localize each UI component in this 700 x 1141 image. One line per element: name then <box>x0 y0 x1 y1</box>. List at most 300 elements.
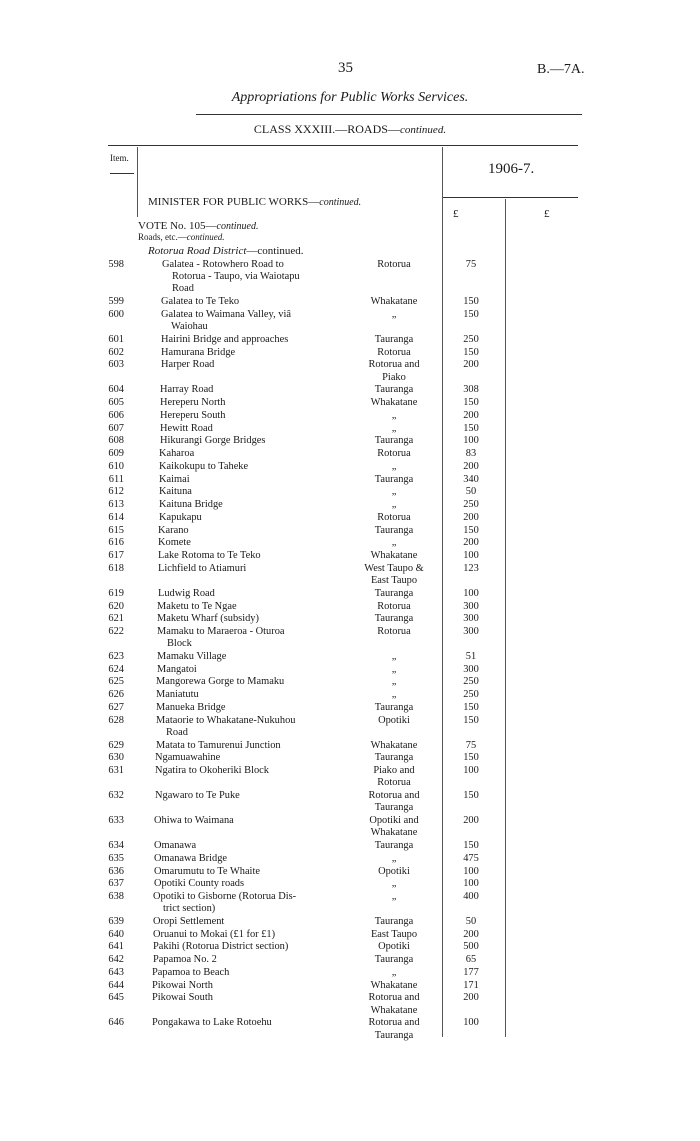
amount-pounds: 150 <box>463 714 479 726</box>
amount-pounds: 340 <box>463 473 479 485</box>
district-name <box>352 954 436 966</box>
item-number: 622 <box>108 626 124 637</box>
item-description <box>160 435 265 447</box>
district-name <box>352 916 436 928</box>
item-description-line: Lake Rotoma to Te Teko <box>158 550 261 562</box>
class-title: CLASS XXXIII.—ROADS—continued. <box>253 122 447 136</box>
amount-pounds: 150 <box>463 752 479 764</box>
table-row <box>0 980 700 992</box>
item-description <box>156 740 281 752</box>
item-number: 636 <box>108 865 124 877</box>
district-name <box>352 512 436 524</box>
item-number: 606 <box>108 409 124 421</box>
amount-pounds: 150 <box>463 840 479 851</box>
amount-pounds: 150 <box>463 397 479 409</box>
district-name-line: Rotorua <box>377 777 411 789</box>
amount-pounds: 150 <box>463 296 479 308</box>
item-number: 629 <box>108 739 124 751</box>
table-row <box>0 815 700 839</box>
table-row <box>0 954 700 966</box>
district-name-line: Whakatane <box>370 397 418 409</box>
district-name-line: Tauranga <box>374 802 414 814</box>
item-number: 616 <box>108 537 124 549</box>
district-name-line: „ <box>391 486 397 498</box>
amount-pounds: 200 <box>463 511 479 523</box>
item-description <box>157 613 259 625</box>
district-name <box>352 651 436 663</box>
amount-pounds: 150 <box>463 422 479 434</box>
amount-pounds: 150 <box>463 308 479 320</box>
district-name-line: Whakatane <box>370 979 418 991</box>
amount-pounds: 75 <box>465 739 477 751</box>
item-number: 599 <box>108 296 124 308</box>
item-description <box>152 992 213 1004</box>
item-description <box>156 676 284 688</box>
amount-pounds: 171 <box>463 979 479 991</box>
item-description <box>152 1017 272 1029</box>
item-description-line: Pongakawa to Lake Rotoehu <box>152 1017 272 1029</box>
item-description <box>158 550 261 562</box>
item-number: 610 <box>108 460 124 472</box>
item-number: 611 <box>108 473 124 485</box>
item-description-line: Hereperu North <box>160 397 226 409</box>
table-row <box>0 992 700 1016</box>
district-name <box>352 448 436 460</box>
amount-pounds: 100 <box>463 765 479 777</box>
district-name-line: Rotorua <box>377 448 411 460</box>
item-description-line: Omanawa <box>154 840 197 851</box>
amount-pounds: 500 <box>463 941 479 953</box>
item-description-line: Ngatira to Okoheriki Block <box>155 765 269 777</box>
amount-pounds: 83 <box>465 448 477 460</box>
amount-pounds: 177 <box>463 966 479 978</box>
district-name-line: „ <box>391 966 397 978</box>
item-description-line: Papamoa to Beach <box>152 966 230 978</box>
item-number: 641 <box>108 941 124 953</box>
table-row <box>0 588 700 600</box>
district-name <box>352 359 436 383</box>
amount-pounds: 250 <box>463 499 479 511</box>
table-row <box>0 435 700 447</box>
table-row <box>0 651 700 663</box>
year-header-underline <box>442 197 578 198</box>
item-description-line: Matata to Tamurenui Junction <box>156 739 281 751</box>
item-description-line: Opotiki to Gisborne (Rotorua Dis- <box>153 891 297 902</box>
table-row <box>0 676 700 688</box>
district-name <box>352 550 436 562</box>
table-row <box>0 626 700 650</box>
table-row <box>0 715 700 739</box>
item-description <box>156 689 199 701</box>
table-row <box>0 840 700 852</box>
district-name-line: Rotorua and <box>368 1017 420 1029</box>
minister-heading: MINISTER FOR PUBLIC WORKS—continued. <box>148 196 362 208</box>
table-row <box>0 550 700 562</box>
item-number: 607 <box>108 422 124 434</box>
district-name <box>352 601 436 613</box>
item-description-line: Pakihi (Rotorua District section) <box>153 941 289 953</box>
table-row <box>0 853 700 865</box>
district-name <box>352 765 436 789</box>
table-row <box>0 702 700 714</box>
district-name <box>352 1017 436 1041</box>
item-description <box>154 840 196 852</box>
district-name <box>352 525 436 537</box>
table-row <box>0 929 700 941</box>
table-row <box>0 790 700 814</box>
item-description-line: Mamaku to Maraeroa - Oturoa <box>157 626 285 637</box>
district-name <box>352 410 436 422</box>
item-description-line: Waiohau <box>171 321 208 333</box>
item-description <box>153 954 217 966</box>
table-top-rule <box>108 145 578 146</box>
amount-pounds: 150 <box>463 701 479 713</box>
table-row <box>0 752 700 764</box>
item-description <box>156 715 295 739</box>
item-number: 627 <box>108 701 124 713</box>
item-description <box>160 384 213 396</box>
amount-pounds: 123 <box>463 562 479 574</box>
district-name-line: Opotiki <box>378 941 410 953</box>
table-row <box>0 486 700 498</box>
item-description <box>161 334 288 346</box>
district-name <box>352 423 436 435</box>
page-number: 35 <box>338 60 353 76</box>
table-row <box>0 601 700 613</box>
district-name <box>352 790 436 814</box>
table-row <box>0 296 700 308</box>
district-name <box>352 626 436 638</box>
district-name <box>352 347 436 359</box>
district-name-line: Piako and <box>373 765 415 777</box>
item-description-line: Papamoa No. 2 <box>153 954 217 966</box>
item-description <box>159 499 223 511</box>
table-row <box>0 410 700 422</box>
table-row <box>0 537 700 549</box>
item-number: 645 <box>108 992 124 1004</box>
item-description <box>160 423 213 435</box>
item-description-line: Hamurana Bridge <box>161 346 236 358</box>
table-row <box>0 461 700 473</box>
pound-symbol-column-1: £ <box>453 208 459 220</box>
item-description-line: Ohiwa to Waimana <box>154 815 234 827</box>
district-name-line: Tauranga <box>374 435 414 447</box>
table-row <box>0 423 700 435</box>
item-number: 637 <box>108 878 124 890</box>
district-name-line: Opotiki and <box>369 815 419 827</box>
item-description <box>157 626 285 650</box>
amount-pounds: 300 <box>463 600 479 612</box>
item-description-line: Karano <box>158 524 189 536</box>
item-description-line: trict section) <box>163 903 216 915</box>
item-description <box>155 790 240 802</box>
district-name-line: „ <box>391 308 397 320</box>
district-name <box>352 588 436 600</box>
district-name-line: „ <box>391 689 397 701</box>
district-name <box>352 334 436 346</box>
district-name-line: „ <box>391 878 397 890</box>
amount-pounds: 100 <box>463 435 479 447</box>
table-row <box>0 525 700 537</box>
item-number: 633 <box>108 815 124 827</box>
table-row <box>0 1017 700 1041</box>
pound-symbol-column-2: £ <box>544 208 550 220</box>
item-description <box>160 410 226 422</box>
district-name <box>352 840 436 852</box>
table-row <box>0 474 700 486</box>
amount-pounds: 300 <box>463 613 479 625</box>
district-name-line: Rotorua <box>377 626 411 637</box>
amount-pounds: 300 <box>463 663 479 675</box>
item-description <box>159 512 202 524</box>
item-description-line: Ngawaro to Te Puke <box>155 790 240 802</box>
table-row <box>0 309 700 333</box>
amount-pounds: 75 <box>465 259 477 270</box>
item-description-line: Omanawa Bridge <box>154 852 227 864</box>
item-column-header: Item. <box>110 153 129 163</box>
item-description <box>153 916 224 928</box>
item-description <box>159 448 194 460</box>
district-name-line: Tauranga <box>374 752 414 764</box>
table-row <box>0 334 700 346</box>
item-number: 630 <box>108 752 124 764</box>
item-description-line: Galatea - Rotowhero Road to <box>162 259 284 270</box>
amount-pounds: 200 <box>463 992 479 1004</box>
title-rule <box>196 114 582 115</box>
district-name <box>352 474 436 486</box>
item-number: 632 <box>108 790 124 802</box>
district-name <box>352 296 436 308</box>
item-description <box>154 853 227 865</box>
table-row <box>0 613 700 625</box>
district-name-line: „ <box>391 409 397 421</box>
item-description-line: Kaimai <box>159 473 190 485</box>
district-name-line: Tauranga <box>374 840 414 851</box>
amount-pounds: 100 <box>463 878 479 890</box>
table-row <box>0 499 700 511</box>
item-number: 621 <box>108 613 124 625</box>
item-description <box>154 815 234 827</box>
item-description-line: Opotiki County roads <box>154 878 245 890</box>
district-name <box>352 752 436 764</box>
district-name <box>352 435 436 447</box>
table-row <box>0 740 700 752</box>
amount-pounds: 150 <box>463 790 479 802</box>
item-description-line: Block <box>167 638 192 650</box>
item-number: 643 <box>108 966 124 978</box>
district-name <box>352 815 436 839</box>
amount-pounds: 65 <box>465 954 477 966</box>
table-row <box>0 967 700 979</box>
item-description <box>161 347 235 359</box>
item-description <box>158 563 246 575</box>
table-row <box>0 448 700 460</box>
district-name-line: „ <box>391 650 397 662</box>
item-number: 617 <box>108 550 124 562</box>
district-name <box>352 941 436 953</box>
table-row <box>0 359 700 383</box>
table-row <box>0 916 700 928</box>
item-header-underline <box>110 173 134 174</box>
item-description-line: Road <box>166 726 188 738</box>
district-name-line: West Taupo & <box>364 562 424 574</box>
table-row <box>0 259 700 296</box>
item-description <box>159 474 190 486</box>
item-number: 634 <box>108 840 124 851</box>
item-description-line: Pikowai North <box>152 979 213 991</box>
item-number: 619 <box>108 587 124 599</box>
district-name <box>352 384 436 396</box>
item-description <box>154 878 244 890</box>
district-name-line: Rotorua <box>377 511 411 523</box>
district-name-line: Tauranga <box>374 1029 414 1041</box>
item-description-line: Kaharoa <box>159 448 195 460</box>
item-number: 646 <box>108 1017 124 1029</box>
district-name <box>352 878 436 890</box>
item-number: 612 <box>108 486 124 498</box>
district-name-line: Rotorua and <box>368 359 420 371</box>
item-number: 601 <box>108 333 124 345</box>
page-title: Appropriations for Public Works Services. <box>231 90 469 105</box>
district-name <box>352 259 436 271</box>
item-number: 639 <box>108 915 124 927</box>
item-number: 600 <box>108 308 124 320</box>
item-number: 602 <box>108 346 124 358</box>
district-name-line: Opotiki <box>378 865 410 877</box>
item-number: 618 <box>108 562 124 574</box>
item-description <box>158 525 189 537</box>
district-name-line: Tauranga <box>374 613 414 625</box>
item-number: 603 <box>108 359 124 371</box>
item-description <box>153 941 288 953</box>
district-name-line: „ <box>391 663 397 675</box>
amount-pounds: 150 <box>463 346 479 358</box>
district-name <box>352 461 436 473</box>
district-name-line: Piako <box>382 371 406 383</box>
item-number: 644 <box>108 979 124 991</box>
district-name-line: Rotorua <box>377 259 411 270</box>
item-description-line: Kaikokupu to Taheke <box>159 460 249 472</box>
item-description-line: Omarumutu to Te Whaite <box>154 865 260 877</box>
item-number: 605 <box>108 397 124 409</box>
item-description-line: Kaituna Bridge <box>159 499 223 511</box>
district-name-line: „ <box>391 676 397 688</box>
district-name <box>352 715 436 727</box>
district-name-line: „ <box>391 499 397 511</box>
item-description <box>158 537 191 549</box>
district-name <box>352 309 436 321</box>
district-name <box>352 740 436 752</box>
table-row <box>0 891 700 915</box>
item-description-line: Rotorua - Taupo, via Waiotapu <box>172 271 300 283</box>
item-description-line: Mangorewa Gorge to Mamaku <box>156 676 285 688</box>
district-name <box>352 397 436 409</box>
item-number: 615 <box>108 524 124 536</box>
item-description-line: Hereperu South <box>160 409 226 421</box>
district-name <box>352 992 436 1016</box>
item-description <box>159 461 248 473</box>
item-description-line: Manueka Bridge <box>156 701 226 713</box>
table-row <box>0 866 700 878</box>
amount-pounds: 51 <box>465 650 477 662</box>
district-name <box>352 486 436 498</box>
item-number: 626 <box>108 689 124 701</box>
document-reference: B.—7A. <box>537 62 585 77</box>
district-name-line: Whakatane <box>370 550 418 562</box>
amount-pounds: 200 <box>463 815 479 827</box>
district-name-line: Tauranga <box>374 587 414 599</box>
item-number: 640 <box>108 928 124 940</box>
district-name-line: „ <box>391 891 397 902</box>
item-description-line: Road <box>172 283 194 295</box>
item-description-line: Mamaku Village <box>157 650 227 662</box>
district-name-line: Whakatane <box>370 827 418 839</box>
item-description-line: Oropi Settlement <box>153 915 225 927</box>
item-description-line: Kapukapu <box>159 511 202 523</box>
district-name <box>352 929 436 941</box>
table-row <box>0 878 700 890</box>
item-number: 631 <box>108 765 124 777</box>
table-row <box>0 941 700 953</box>
item-description-line: Ludwig Road <box>158 587 215 599</box>
district-name-line: Whakatane <box>370 739 418 751</box>
amount-pounds: 250 <box>463 333 479 345</box>
amount-pounds: 150 <box>463 524 479 536</box>
item-description-line: Pikowai South <box>152 992 213 1004</box>
item-description-line: Kaituna <box>159 486 192 498</box>
district-name-line: Tauranga <box>374 701 414 713</box>
item-number: 614 <box>108 511 124 523</box>
item-description <box>157 601 237 613</box>
year-column-header: 1906-7. <box>488 161 535 177</box>
amount-pounds: 300 <box>463 626 479 637</box>
item-description-line: Galatea to Waimana Valley, viâ <box>161 308 291 320</box>
district-name-line: Tauranga <box>374 524 414 536</box>
item-number: 638 <box>108 891 124 902</box>
amount-pounds: 100 <box>463 550 479 562</box>
amount-pounds: 50 <box>465 486 477 498</box>
item-description <box>159 486 192 498</box>
table-row <box>0 563 700 587</box>
amount-pounds: 200 <box>463 409 479 421</box>
amount-pounds: 200 <box>463 359 479 371</box>
amount-pounds: 100 <box>463 587 479 599</box>
item-description <box>157 664 197 676</box>
item-description-line: Galatea to Te Teko <box>161 296 240 308</box>
item-description-line: Hewitt Road <box>160 422 213 434</box>
roads-heading: Roads, etc.—continued. <box>138 232 225 242</box>
district-name <box>352 853 436 865</box>
district-name <box>352 537 436 549</box>
item-number: 623 <box>108 650 124 662</box>
item-number: 628 <box>108 714 124 726</box>
table-row <box>0 512 700 524</box>
district-name <box>352 676 436 688</box>
item-description <box>156 702 226 714</box>
vote-heading: VOTE No. 105—continued. <box>138 220 259 232</box>
district-name-line: Rotorua and <box>368 992 420 1004</box>
item-description <box>154 866 260 878</box>
district-name-line: Rotorua <box>377 600 411 612</box>
item-description-line: Maniatutu <box>156 689 199 701</box>
table-row <box>0 384 700 396</box>
item-description <box>155 765 269 777</box>
item-number: 642 <box>108 954 124 966</box>
district-name-line: Tauranga <box>374 915 414 927</box>
district-name-line: „ <box>391 852 397 864</box>
item-description-line: Komete <box>158 537 191 549</box>
item-description-line: Hikurangi Gorge Bridges <box>160 435 266 447</box>
